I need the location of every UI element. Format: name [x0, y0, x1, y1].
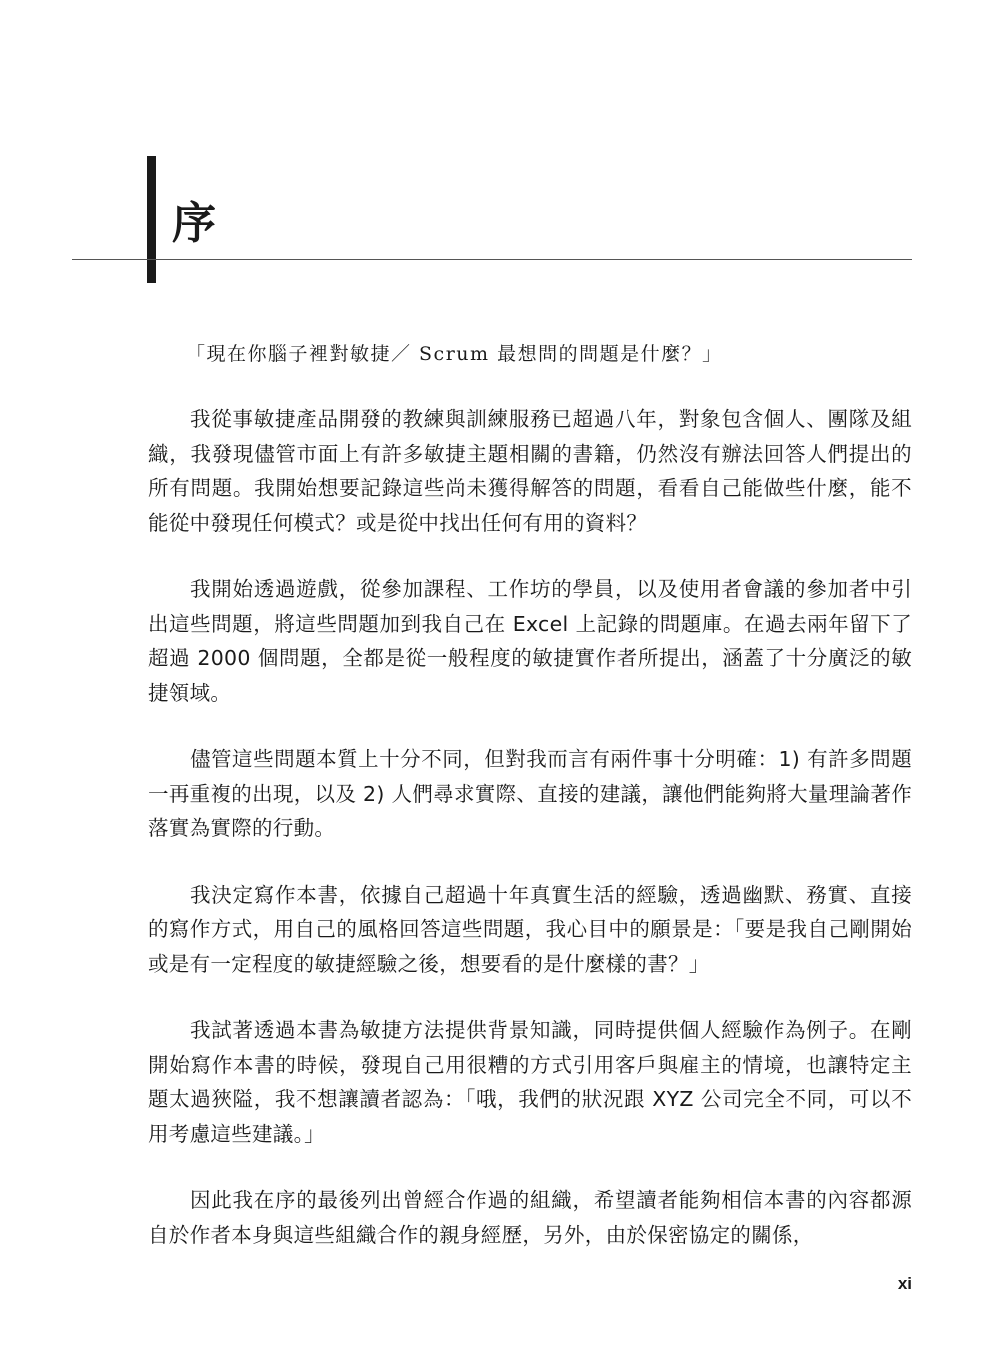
body-text — [148, 337, 912, 1284]
paragraph: 我從事敏捷產品開發的教練與訓練服務已超過八年，對象包含個人、團隊及組織，我發現儘管市面上有許多敏捷主題相關的書籍，仍然沒有辦法回答人們提出的所有問題。我開始想要記錄這些尚未獲得解答的問題，看看自己能做些什麼，能不能從中發現任何模式？或是從中找出任何有用的資料？ — [148, 407, 912, 535]
paragraph: 我開始透過遊戲，從參加課程、工作坊的學員，以及使用者會議的參加者中引出這些問題，將這些問題加到我自己在 Excel 上記錄的問題庫。在過去兩年留下了超過 2000 個問題，全都是從一般程度的敏捷實作者所提出，涵蓋了十分廣泛的敏捷領域。 — [148, 577, 912, 705]
chapter-title: 序 — [172, 198, 218, 249]
paragraph: 我決定寫作本書，依據自己超過十年真實生活的經驗，透過幽默、務實、直接的寫作方式，用自己的風格回答這些問題，我心目中的願景是：「要是我自己剛開始或是有一定程度的敏捷經驗之後，想要看的是什麼樣的書？」 — [148, 882, 912, 976]
title-accent-bar — [147, 156, 156, 283]
paragraph: 儘管這些問題本質上十分不同，但對我而言有兩件事十分明確：1) 有許多問題一再重複的出現，以及 2) 人們尋求實際、直接的建議，讓他們能夠將大量理論著作落實為實際的行動。 — [148, 747, 912, 840]
paragraph: 我試著透過本書為敏捷方法提供背景知識，同時提供個人經驗作為例子。在剛開始寫作本書的時候，發現自己用很糟的方式引用客戶與雇主的情境，也讓特定主題太過狹隘，我不想讓讀者認為：「哦，我們的狀況跟 XYZ 公司完全不同，可以不用考慮這些建議。」 — [148, 1018, 912, 1146]
opening-quote: 「現在你腦子裡對敏捷／ Scrum 最想問的問題是什麼？」 — [186, 343, 723, 365]
page-number: xi — [897, 1274, 912, 1293]
paragraph: 因此我在序的最後列出曾經合作過的組織，希望讀者能夠相信本書的內容都源自於作者本身與這些組織合作的親身經歷，另外，由於保密協定的關係， — [148, 1188, 912, 1247]
title-rule — [72, 259, 912, 260]
